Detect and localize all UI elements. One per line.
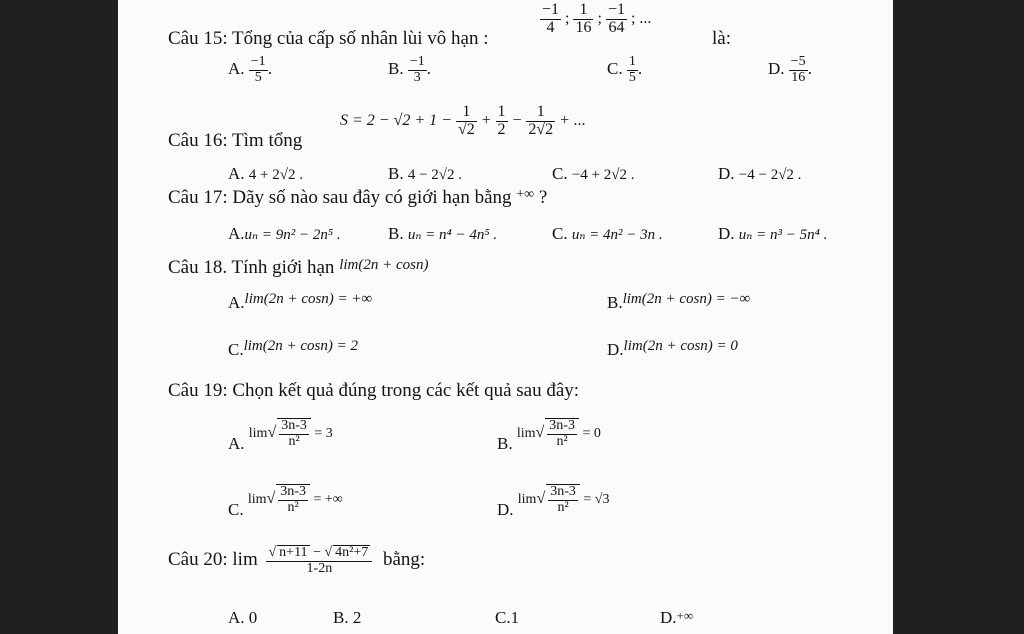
q19-option-c[interactable]: C. lim√ $\frac{3n-3}{\text{n²}}$ = +∞ (228, 484, 343, 520)
q18-option-d[interactable]: D.lim(2n + cosn) = 0 (607, 338, 738, 359)
q19-stem: Câu 19: Chọn kết quả đúng trong các kết quả sau đây: (168, 380, 580, 401)
q20-option-d[interactable]: D.+∞ (660, 608, 694, 627)
q18-expression: lim(2n + cosn) (339, 257, 429, 273)
q15-term-1: $\frac{-1}{4}$ (542, 1, 560, 36)
q20-fraction: $\frac{\text{√ n+11 − √ 4n²+7}}{1-2n}$ (266, 545, 372, 576)
q15-term-3: $\frac{-1}{64}$ (607, 1, 625, 36)
q16-option-a[interactable]: A. 4 + 2√2 . (228, 164, 303, 183)
q20-option-a[interactable]: A. 0 (228, 608, 258, 627)
q16-stem: Câu 16: Tìm tổng (168, 130, 303, 151)
q16-option-c[interactable]: C. −4 + 2√2 . (552, 164, 635, 183)
q17-option-d[interactable]: D. uₙ = n³ − 5n⁴ . (718, 224, 828, 243)
q17-stem: Câu 17: Dãy số nào sau đây có giới hạn bằng +∞ ? (168, 187, 548, 208)
q15-option-c[interactable]: C. $\frac{1}{5}$ . (607, 54, 643, 85)
q16-option-d[interactable]: D. −4 − 2√2 . (718, 164, 802, 183)
q18-option-b[interactable]: B.lim(2n + cosn) = −∞ (607, 291, 751, 312)
q18-option-a[interactable]: A.lim(2n + cosn) = +∞ (228, 291, 373, 312)
q19-option-a[interactable]: A. lim√ $\frac{3n-3}{\text{n²}}$ = 3 (228, 418, 333, 454)
q17-infinity: +∞ (516, 187, 535, 202)
q18-option-c[interactable]: C.lim(2n + cosn) = 2 (228, 338, 358, 359)
q15-suffix: là: (712, 28, 731, 49)
q15-series: $\frac{-1}{4}$ ; $\frac{1}{16}$ ; $\frac{-1}{64}$ ; ... (542, 1, 652, 36)
q19-option-d[interactable]: D. lim√ $\frac{3n-3}{\text{n²}}$ = √3 (497, 484, 610, 520)
q18-stem: Câu 18. Tính giới hạn $^{lim(2n + cosn)}$ (168, 257, 429, 278)
q15-stem: Câu 15: Tổng của cấp số nhân lùi vô hạn : (168, 28, 489, 49)
q20-stem: Câu 20: lim $\frac{\text{√ n+11 − √ 4n²+7}}{1-2n}$ bằng: (168, 545, 426, 576)
q15-option-d[interactable]: D. $\frac{-5}{16}$ . (768, 54, 812, 85)
q20-option-b[interactable]: B. 2 (333, 608, 362, 627)
q17-option-a[interactable]: A.uₙ = 9n² − 2n⁵ . (228, 224, 341, 243)
q15-option-a[interactable]: A. $\frac{-1}{5}$ . (228, 54, 272, 85)
q20-option-c[interactable]: C.1 (495, 608, 520, 627)
document-page (118, 0, 893, 634)
q19-option-b[interactable]: B. lim√ $\frac{3n-3}{\text{n²}}$ = 0 (497, 418, 601, 454)
q15-term-2: $\frac{1}{16}$ (575, 1, 592, 36)
q17-option-b[interactable]: B. uₙ = n⁴ − 4n⁵ . (388, 224, 498, 243)
q15-option-b[interactable]: B. $\frac{-1}{3}$ . (388, 54, 431, 85)
q16-option-b[interactable]: B. 4 − 2√2 . (388, 164, 463, 183)
q17-option-c[interactable]: C. uₙ = 4n² − 3n . (552, 224, 663, 243)
q16-series: S = 2 − √2 + 1 − $\frac{1}{√2}$ + $\frac{1}{2}$ − $\frac{1}{2√2}$ + ... (340, 103, 586, 138)
